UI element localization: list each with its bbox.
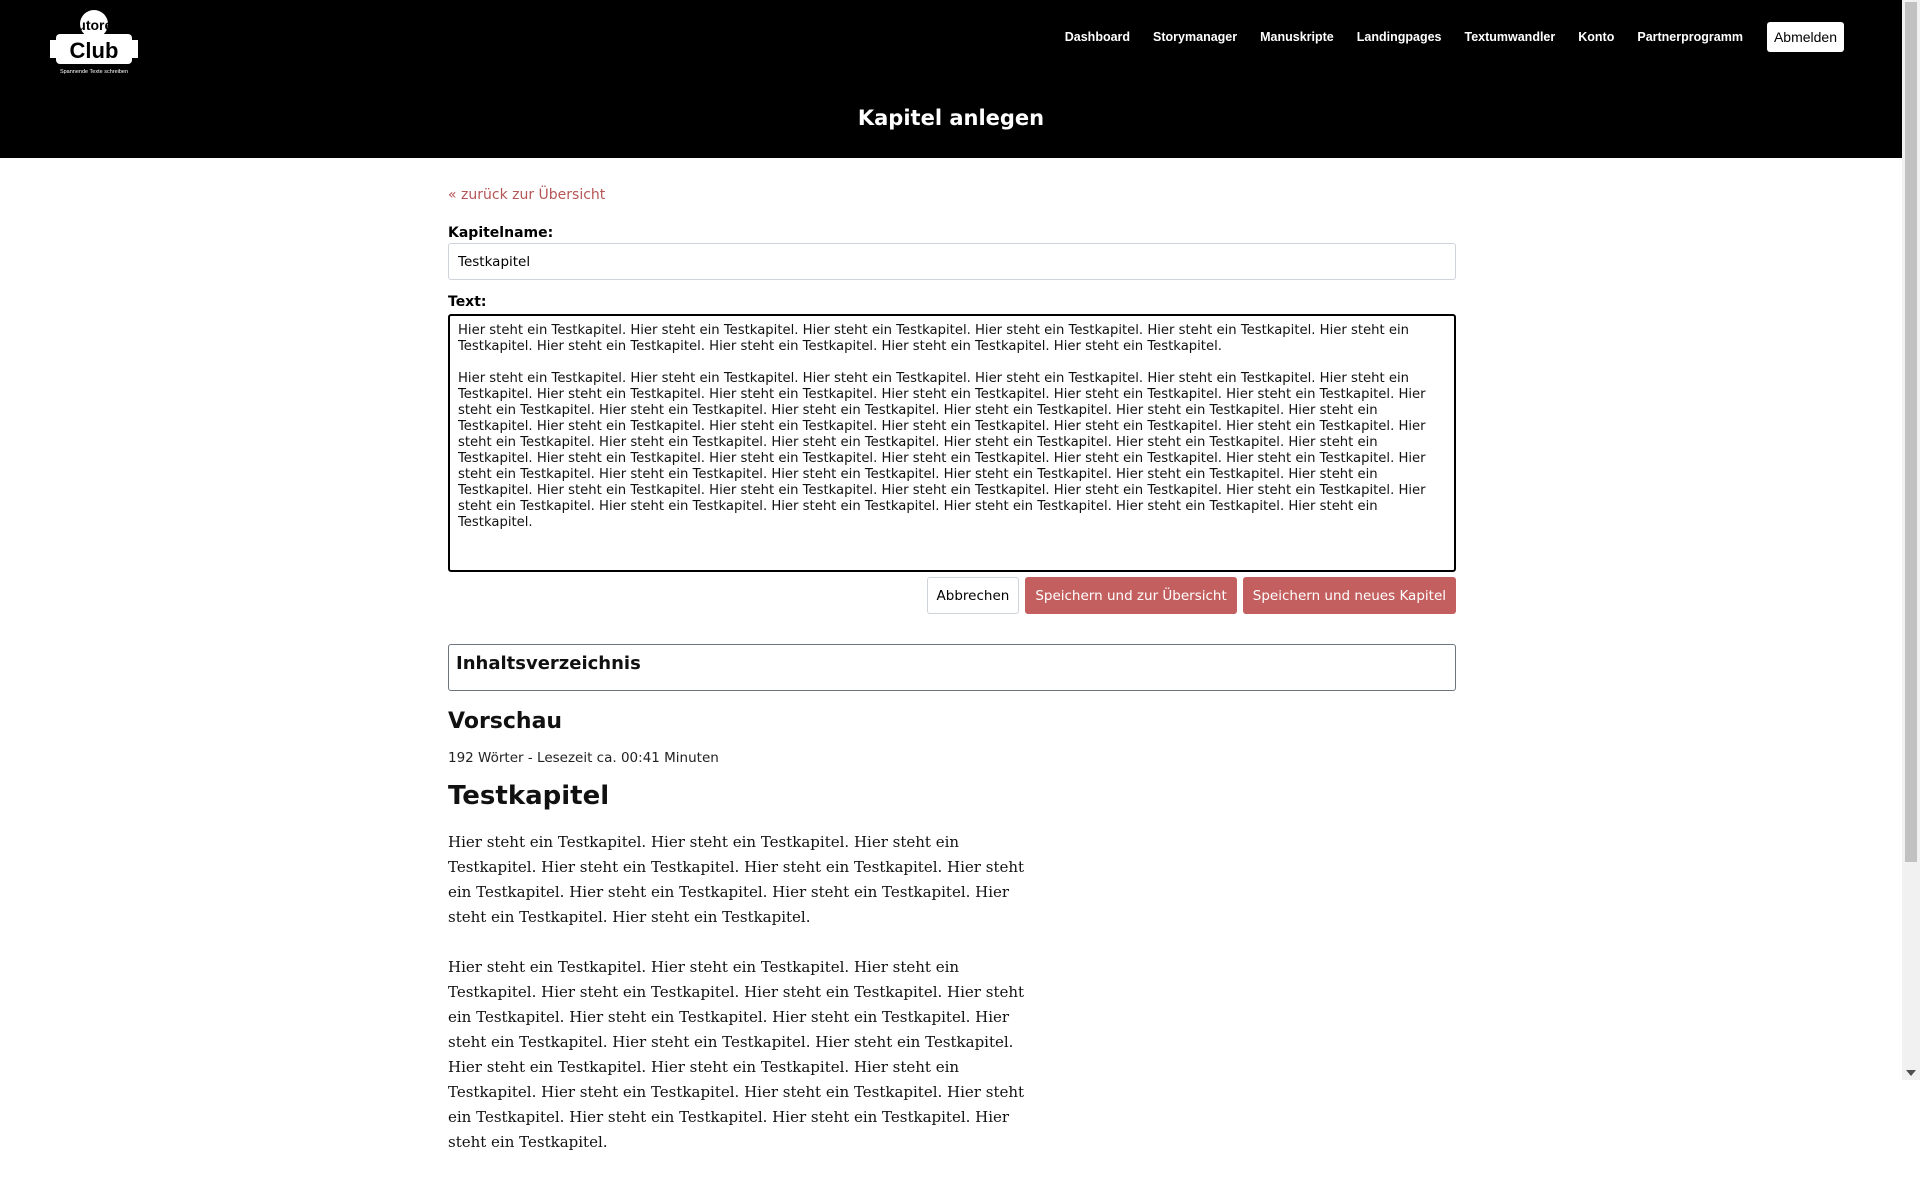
page-scrollbar[interactable]	[1902, 0, 1920, 1080]
top-header	[0, 0, 1902, 158]
save-and-overview-button[interactable]: Speichern und zur Übersicht	[1025, 577, 1236, 614]
scroll-down-arrow-icon[interactable]	[1906, 1070, 1916, 1076]
preview-paragraph: Hier steht ein Testkapitel. Hier steht ein Testkapitel. Hier steht ein Testkapitel. Hier steht ein Testkapitel. Hier steht ein Testkapitel. Hier steht ein Testkapitel. Hier steht ein Testkapitel. Hier steht ein Testkapitel. Hier steht ein Testkapitel. Hier steht ein Testkapitel.	[448, 833, 1025, 926]
chapter-text-label: Text:	[448, 294, 487, 310]
preview-heading: Vorschau	[448, 709, 563, 734]
main-nav	[1042, 22, 1844, 52]
scrollbar-thumb[interactable]	[1905, 2, 1917, 862]
nav-dashboard[interactable]: Dashboard	[1064, 30, 1131, 44]
nav-textumwandler[interactable]: Textumwandler	[1464, 30, 1556, 44]
back-to-overview-link[interactable]: « zurück zur Übersicht	[448, 187, 606, 203]
chapter-name-input[interactable]	[448, 243, 1456, 280]
svg-text:Club: Club	[69, 38, 119, 63]
table-of-contents	[448, 644, 1456, 691]
preview-paragraph: Hier steht ein Testkapitel. Hier steht ein Testkapitel. Hier steht ein Testkapitel. Hier steht ein Testkapitel. Hier steht ein Testkapitel. Hier steht ein Testkapitel. Hier steht ein Testkapitel. Hier steht ein Testkapitel. Hier steht ein Testkapitel. Hier steht ein Testkapitel. Hier steht ein Testkapitel. Hier steht ein Testkapitel. Hier steht ein Testkapitel. Hier steht ein Testkapitel. Hier steht ein Testkapitel. Hier steht ein Testkapitel. Hier steht ein Testkapitel. Hier steht ein Testkapitel. Hier steht ein Testkapitel. Hier steht ein Testkapitel.	[448, 958, 1025, 1151]
form-actions	[921, 577, 1456, 614]
svg-text:Spannende Texte schreiben: Spannende Texte schreiben	[59, 69, 129, 75]
chapter-form	[448, 184, 1456, 1151]
word-count-stats: 192 Wörter - Lesezeit ca. 00:41 Minuten	[448, 750, 719, 766]
chapter-text-area[interactable]	[448, 314, 1456, 572]
nav-landingpages[interactable]: Landingpages	[1356, 30, 1442, 44]
page-title: Kapitel anlegen	[857, 106, 1045, 130]
logout-button[interactable]: Abmelden	[1767, 22, 1844, 52]
cancel-button[interactable]: Abbrechen	[927, 577, 1020, 614]
autoren-club-logo[interactable]	[50, 6, 138, 76]
preview-body	[448, 830, 1038, 1180]
svg-text:Autoren: Autoren	[67, 17, 121, 33]
nav-partnerprogramm[interactable]: Partnerprogramm	[1637, 30, 1743, 44]
nav-storymanager[interactable]: Storymanager	[1153, 30, 1238, 44]
preview-chapter-title: Testkapitel	[448, 781, 610, 811]
nav-konto[interactable]: Konto	[1578, 30, 1615, 44]
nav-manuskripte[interactable]: Manuskripte	[1260, 30, 1334, 44]
toc-title: Inhaltsverzeichnis	[456, 653, 641, 674]
chapter-name-label: Kapitelname:	[448, 225, 554, 241]
save-and-new-chapter-button[interactable]: Speichern und neues Kapitel	[1243, 577, 1456, 614]
